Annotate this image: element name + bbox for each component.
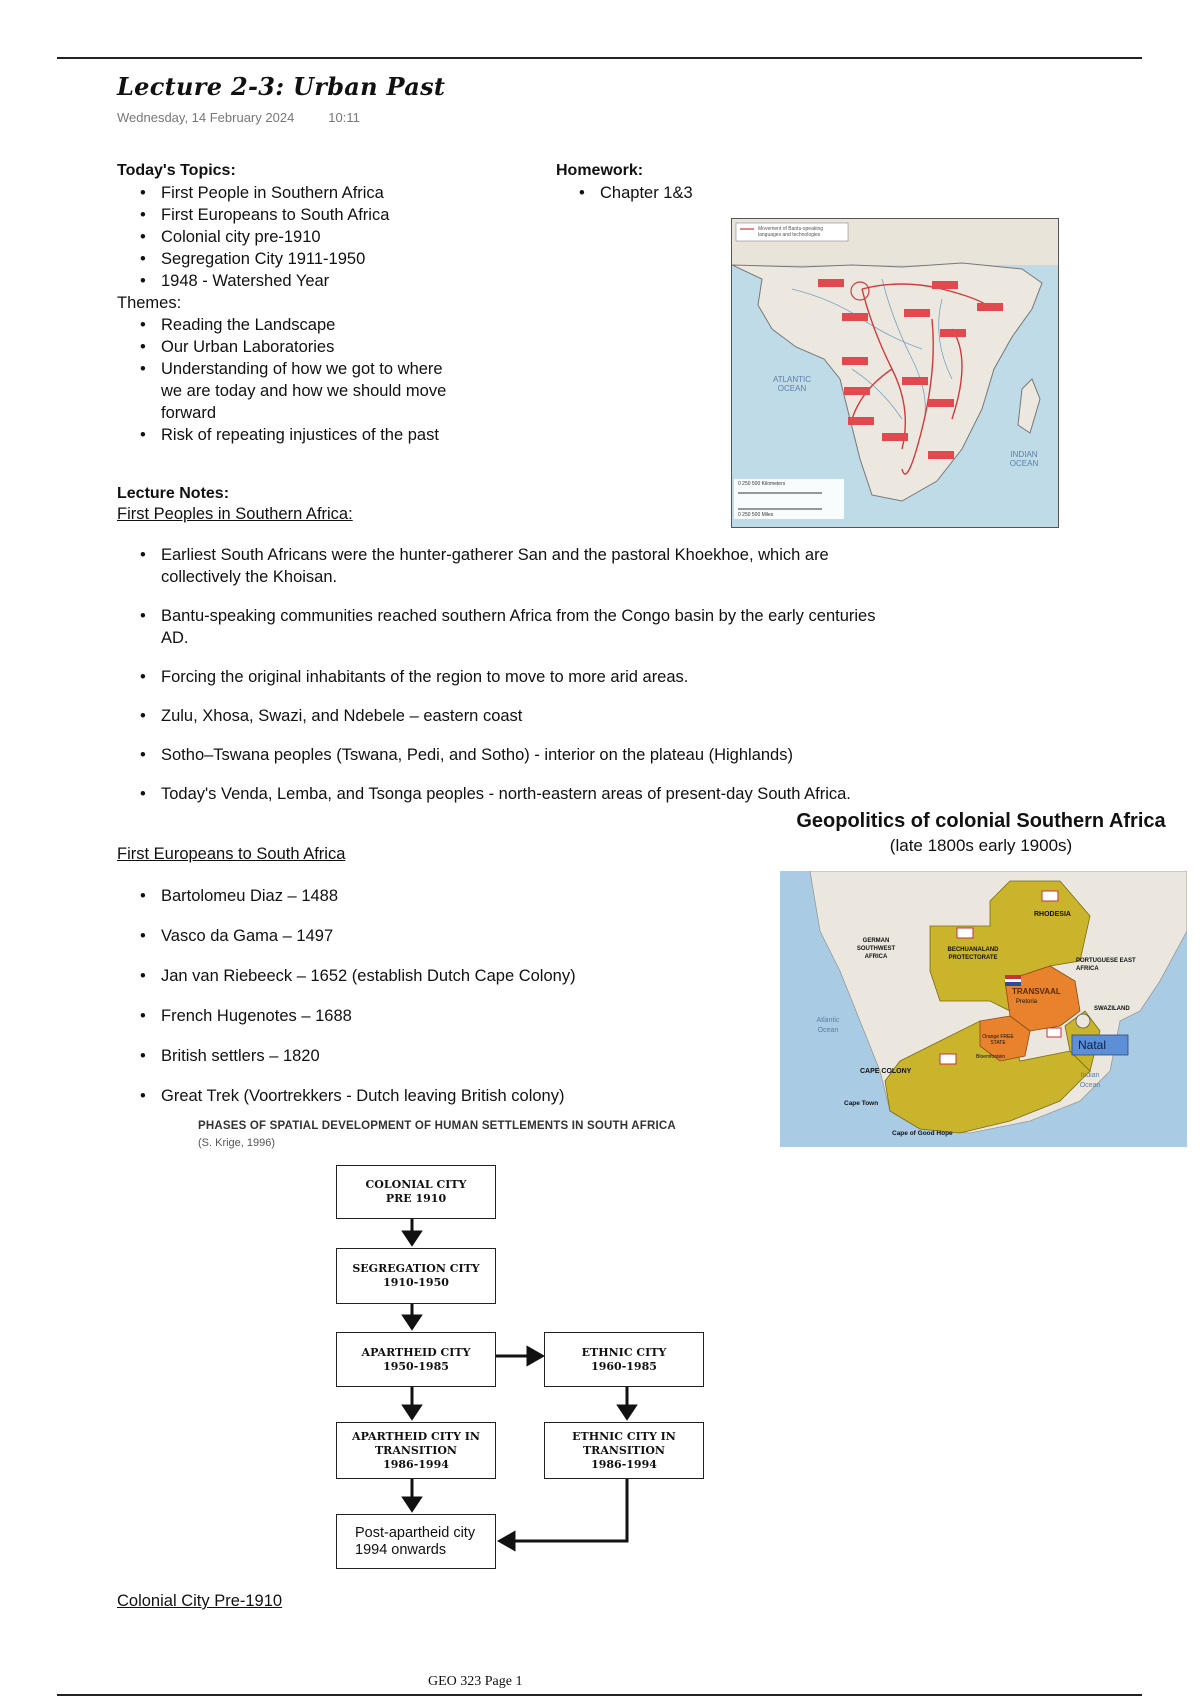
section-heading-colonial-city: Colonial City Pre-1910: [117, 1592, 283, 1610]
section-heading-first-europeans: First Europeans to South Africa: [117, 845, 346, 863]
list-item: • First People in Southern Africa: [117, 182, 547, 204]
node-period: 1950-1985: [383, 1359, 449, 1373]
node-period: 1994 onwards: [355, 1541, 447, 1558]
node-title: SEGREGATION CITY: [352, 1262, 480, 1275]
page-title: Lecture 2-3: Urban Past: [117, 72, 446, 101]
label-rhodesia: RHODESIA: [1034, 911, 1071, 918]
label-swaziland: SWAZILAND: [1094, 1006, 1130, 1012]
list-item: • French Hugenotes – 1688: [117, 1005, 757, 1027]
list-item: • Understanding of how we got to where we are today and how we should move forward: [117, 358, 451, 424]
list-item: • British settlers – 1820: [117, 1045, 757, 1067]
list-item: • First Europeans to South Africa: [117, 204, 547, 226]
list-item: • Jan van Riebeeck – 1652 (establish Dutch Cape Colony): [117, 965, 757, 987]
scale-mi: 0 250 500 Miles: [738, 512, 774, 518]
page-time: 10:11: [328, 110, 360, 125]
label-cape-of-good-hope: Cape of Good Hope: [892, 1130, 953, 1137]
label-bloemfontein: Bloemfontein: [976, 1054, 1006, 1060]
indian-ocean-label: INDIAN OCEAN: [1009, 450, 1039, 468]
flow-node-ethnic-transition: [544, 1422, 704, 1479]
page-date: Wednesday, 14 February 2024: [117, 110, 295, 125]
node-title: ETHNIC CITY: [581, 1345, 667, 1359]
label-gsw-africa: GERMAN SOUTHWEST AFRICA: [856, 938, 896, 960]
node-subtitle: TRANSITION: [375, 1443, 457, 1457]
geopolitics-title: Geopolitics of colonial Southern Africa: [796, 810, 1166, 832]
node-period: PRE 1910: [385, 1192, 447, 1205]
list-item: • Great Trek (Voortrekkers - Dutch leaving British colony): [117, 1085, 757, 1107]
page-footer: GEO 323 Page 1: [428, 1674, 523, 1689]
topics-label: Today's Topics:: [117, 162, 236, 179]
list-item: • Chapter 1&3: [556, 182, 756, 204]
list-item: • Bartolomeu Diaz – 1488: [117, 885, 757, 907]
list-item: • Vasco da Gama – 1497: [117, 925, 757, 947]
list-item: • Today's Venda, Lemba, and Tsonga peoples - north-eastern areas of present-day South Africa.: [117, 783, 891, 805]
list-item: • Our Urban Laboratories: [117, 336, 487, 358]
flowchart-title: PHASES OF SPATIAL DEVELOPMENT OF HUMAN SETTLEMENTS IN SOUTH AFRICA: [198, 1120, 676, 1132]
atlantic-ocean-label: ATLANTIC OCEAN: [772, 375, 812, 393]
label-transvaal: TRANSVAAL: [1012, 987, 1061, 996]
map-legend: Movement of Bantu-speaking languages and technologies: [758, 226, 824, 238]
node-title: APARTHEID CITY IN: [352, 1429, 480, 1443]
node-period: 1910-1950: [383, 1276, 449, 1289]
node-title: APARTHEID CITY: [361, 1345, 471, 1359]
flow-node-ethnic-city: [544, 1332, 704, 1387]
scale-km: 0 250 500 Kilometers: [738, 481, 786, 487]
label-bechuanaland: BECHUANALAND PROTECTORATE: [947, 947, 999, 961]
list-item: • 1948 - Watershed Year: [117, 270, 547, 292]
section-heading-first-peoples: First Peoples in Southern Africa:: [117, 505, 353, 523]
list-item: • Segregation City 1911-1950: [117, 248, 547, 270]
label-pretoria: Pretoria: [1016, 999, 1038, 1005]
list-item: • Forcing the original inhabitants of the region to move to more arid areas.: [117, 666, 877, 688]
list-item: • Zulu, Xhosa, Swazi, and Ndebele – eastern coast: [117, 705, 877, 727]
label-atlantic-ocean: Atlantic Ocean: [816, 1017, 840, 1034]
flowchart-citation: (S. Krige, 1996): [198, 1137, 276, 1149]
label-natal: Natal: [1078, 1038, 1107, 1052]
node-period: 1986-1994: [591, 1457, 657, 1471]
node-title: COLONIAL CITY: [365, 1178, 467, 1191]
label-orange-free-state: Orange FREE STATE: [982, 1034, 1014, 1046]
flow-node-apartheid-city: [336, 1332, 496, 1387]
notes-label: Lecture Notes:: [117, 485, 230, 502]
list-item: • Colonial city pre-1910: [117, 226, 547, 248]
node-period: 1960-1985: [591, 1359, 657, 1373]
label-portuguese-east-africa: PORTUGUESE EAST AFRICA: [1076, 958, 1136, 972]
label-cape-colony: CAPE COLONY: [860, 1068, 912, 1075]
list-item: • Reading the Landscape: [117, 314, 487, 336]
list-item: • Bantu-speaking communities reached southern Africa from the Congo basin by the early centuries AD.: [117, 605, 891, 649]
flow-node-segregation-city: [336, 1248, 496, 1304]
label-cape-town: Cape Town: [844, 1100, 879, 1107]
node-period: 1986-1994: [383, 1457, 449, 1471]
node-title: Post-apartheid city: [355, 1524, 476, 1541]
list-item: • Sotho–Tswana peoples (Tswana, Pedi, and Sotho) - interior on the plateau (Highlands): [117, 744, 877, 766]
node-title: ETHNIC CITY IN: [572, 1429, 676, 1443]
bottom-rule: [57, 1694, 1142, 1696]
geopolitics-subtitle: (late 1800s early 1900s): [889, 836, 1073, 855]
flow-node-apartheid-transition: [336, 1422, 496, 1479]
list-item: • Earliest South Africans were the hunter-gatherer San and the pastoral Khoekhoe, which are collectively the Khoisan.: [117, 544, 877, 588]
homework-label: Homework:: [556, 162, 644, 179]
label-indian-ocean: Indian Ocean: [1079, 1072, 1101, 1089]
list-item: • Risk of repeating injustices of the past: [117, 424, 487, 446]
themes-label: Themes:: [117, 294, 182, 312]
flow-node-colonial-city: [336, 1165, 496, 1219]
node-subtitle: TRANSITION: [583, 1443, 665, 1457]
flow-node-post-apartheid: [336, 1514, 496, 1569]
